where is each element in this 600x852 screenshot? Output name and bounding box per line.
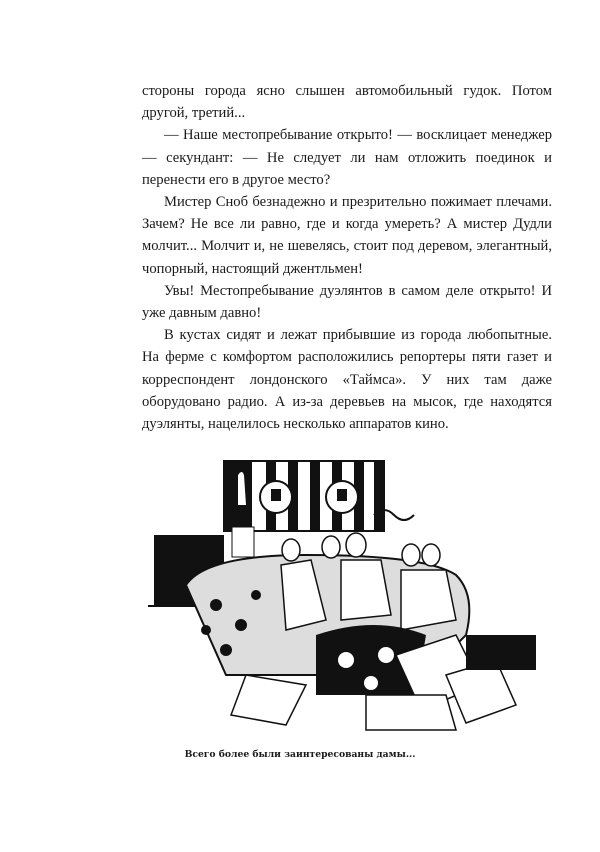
paragraph: — Наше местопребывание открыто! — восклицает менеджер — секундант: — Не следует ли нам отложить поединок и перенести его в другое место?: [142, 127, 552, 188]
paragraph: стороны города ясно слышен автомобильный гудок. Потом другой, третий...: [142, 83, 552, 122]
illustration: [146, 455, 556, 733]
paragraph: В кустах сидят и лежат прибывшие из города любопытные. На ферме с комфортом расположились репортеры пяти газет и корреспондент лондонского «Таймса». У них там даже оборудовано радио. А из-за деревьев на мысок, где находятся дуэлянты, нацелилось несколько аппаратов кино.: [142, 327, 552, 433]
illustration-drawing-icon: [146, 455, 556, 733]
illustration-caption: Всего более были заинтересованы дамы...: [184, 749, 416, 760]
body-text: [142, 80, 552, 435]
paragraph: Увы! Местопребывание дуэлянтов в самом деле открыто! И уже давным давно!: [142, 282, 552, 322]
paragraph: Мистер Сноб безнадежно и презрительно пожимает плечами. Зачем? Не все ли равно, где и когда умереть? А мистер Дудли молчит... Молчит и, не шевелясь, стоит под деревом, элегантный, чопорный, настоящий джентльмен!: [142, 194, 552, 277]
